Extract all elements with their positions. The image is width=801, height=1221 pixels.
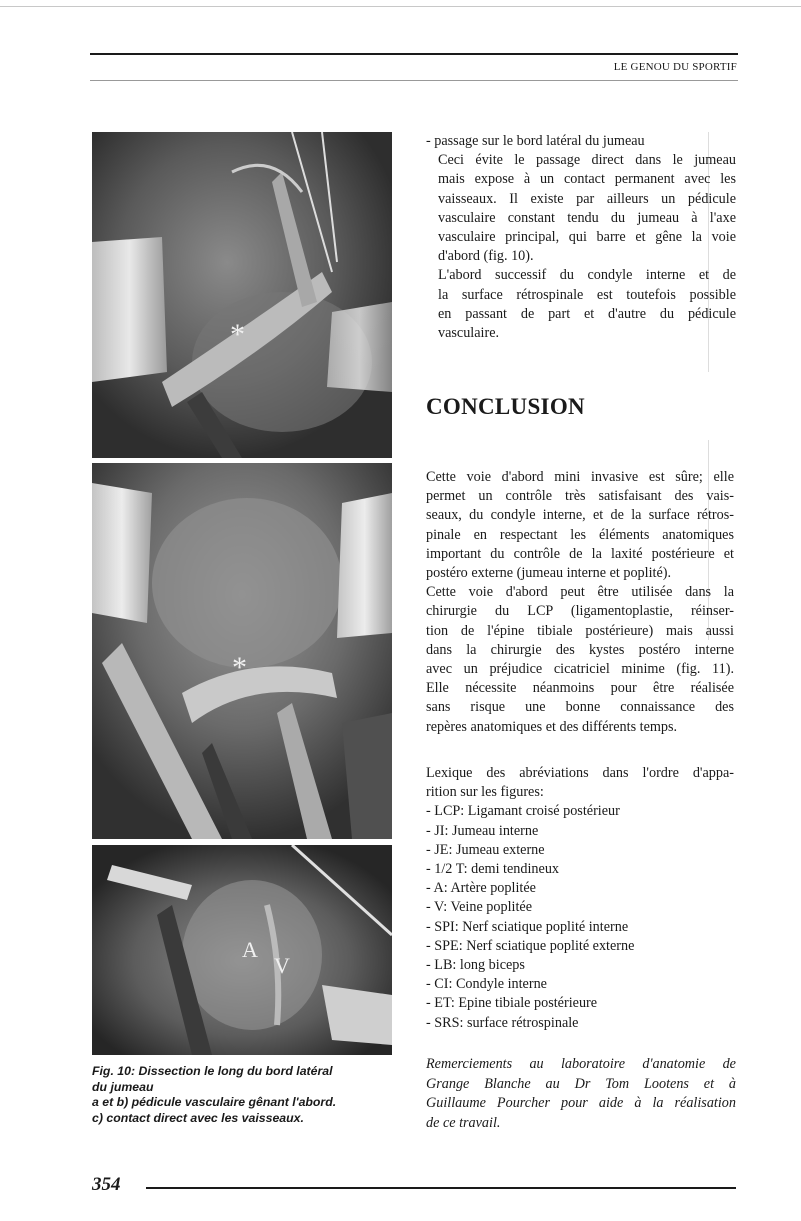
text-line: vaisseaux. Il existe par ailleurs un pédicule bbox=[438, 190, 736, 207]
text-line: vasculaire. bbox=[438, 325, 500, 342]
text-line: d'abord (fig. 10). bbox=[438, 248, 534, 265]
text-line: sans risque une bonne connaissance des bbox=[426, 699, 734, 716]
figure-photo-a bbox=[92, 132, 392, 458]
photo-b-marker: * bbox=[232, 651, 247, 684]
text-line: pinale en respectant les éléments anatomiques bbox=[426, 526, 734, 543]
text-line: rition sur les figures: bbox=[426, 784, 544, 801]
text-line: vasculaire principal, qui barre et gêne la voie bbox=[438, 229, 736, 246]
list-item: - ET: Epine tibiale postérieure bbox=[426, 995, 598, 1012]
acknowledgements bbox=[426, 1055, 736, 1133]
caption-line: a et b) pédicule vasculaire gênant l'abord. bbox=[92, 1095, 337, 1109]
list-item: - SRS: surface rétrospinale bbox=[426, 1014, 579, 1031]
photo-c-label-vein: V bbox=[274, 953, 290, 978]
text-line: L'abord successif du condyle interne et de bbox=[438, 267, 736, 284]
text-line: permet un contrôle très satisfaisant des vais- bbox=[426, 488, 734, 505]
text-line: postéro externe (jumeau interne et poplité). bbox=[426, 565, 672, 582]
caption-line: du jumeau bbox=[92, 1079, 154, 1094]
text-line: de ce travail. bbox=[426, 1114, 501, 1131]
text-line: mais expose à un contact permanent avec les bbox=[438, 171, 736, 188]
conclusion-paragraph bbox=[426, 468, 734, 737]
caption-line: Fig. 10: Dissection le long du bord latéral bbox=[92, 1064, 333, 1078]
photo-a-marker: * bbox=[230, 318, 245, 351]
footer-rule bbox=[146, 1187, 736, 1189]
list-item: - SPE: Nerf sciatique poplité externe bbox=[426, 937, 635, 954]
text-line: avec un préjudice cicatriciel minime (fig. 11). bbox=[426, 661, 734, 678]
text-line: vasculaire constant tendu du jumeau à l'axe bbox=[438, 209, 736, 226]
text-line: Elle nécessite néanmoins pour être réalisée bbox=[426, 680, 734, 697]
page-top-edge bbox=[0, 6, 801, 7]
figure-photo-b bbox=[92, 463, 392, 839]
text-line: seaux, du condyle interne, et de la surface rétros- bbox=[426, 507, 734, 524]
figure-caption bbox=[92, 1064, 402, 1126]
list-item: - JE: Jumeau externe bbox=[426, 841, 545, 858]
list-item: - 1/2 T: demi tendineux bbox=[426, 861, 560, 878]
list-item: - SPI: Nerf sciatique poplité interne bbox=[426, 918, 629, 935]
text-line: - passage sur le bord latéral du jumeau bbox=[426, 133, 645, 149]
header-rule bbox=[90, 53, 738, 55]
text-line: chirurgie du LCP (ligamentoplastie, réinser- bbox=[426, 603, 734, 620]
text-line: Lexique des abréviations dans l'ordre d'appa- bbox=[426, 765, 734, 781]
text-line: Grange Blanche au Dr Tom Lootens et à bbox=[426, 1075, 736, 1092]
list-item: - LCP: Ligamant croisé postérieur bbox=[426, 803, 620, 820]
text-line: Ceci évite le passage direct dans le jumeau bbox=[438, 152, 736, 169]
intro-paragraph bbox=[426, 132, 736, 343]
text-line: important du contrôle de la laxité postérieure et bbox=[426, 545, 734, 562]
text-line: Remerciements au laboratoire d'anatomie de bbox=[426, 1056, 736, 1072]
text-line: la surface rétrospinale est toutefois possible bbox=[438, 286, 736, 303]
text-line: tion de l'épine tibiale postérieure) mais aussi bbox=[426, 622, 734, 639]
running-head: LE GENOU DU SPORTIF bbox=[613, 61, 737, 73]
list-item: - LB: long biceps bbox=[426, 957, 525, 974]
text-line: en passant de part et d'autre du pédicule bbox=[438, 305, 736, 322]
header-rule-thin bbox=[90, 80, 738, 81]
section-title: CONCLUSION bbox=[426, 394, 585, 419]
list-item: - JI: Jumeau interne bbox=[426, 822, 539, 839]
text-line: repères anatomiques et des différents temps. bbox=[426, 718, 678, 735]
photo-c-label-artery: A bbox=[242, 937, 258, 962]
list-item: - A: Artère poplitée bbox=[426, 880, 536, 897]
text-line: Cette voie d'abord mini invasive est sûre; elle bbox=[426, 469, 734, 485]
abbreviation-list bbox=[426, 764, 734, 1033]
page-number: 354 bbox=[92, 1174, 121, 1195]
text-line: Guillaume Pourcher pour aide à la réalisation bbox=[426, 1095, 736, 1111]
caption-line: c) contact direct avec les vaisseaux. bbox=[92, 1110, 304, 1125]
list-item: - V: Veine poplitée bbox=[426, 899, 532, 916]
text-line: dans la chirurgie des kystes postéro interne bbox=[426, 641, 734, 658]
list-item: - CI: Condyle interne bbox=[426, 976, 547, 993]
figure-photo-c bbox=[92, 845, 392, 1055]
text-line: Cette voie d'abord peut être utilisée dans la bbox=[426, 584, 734, 601]
